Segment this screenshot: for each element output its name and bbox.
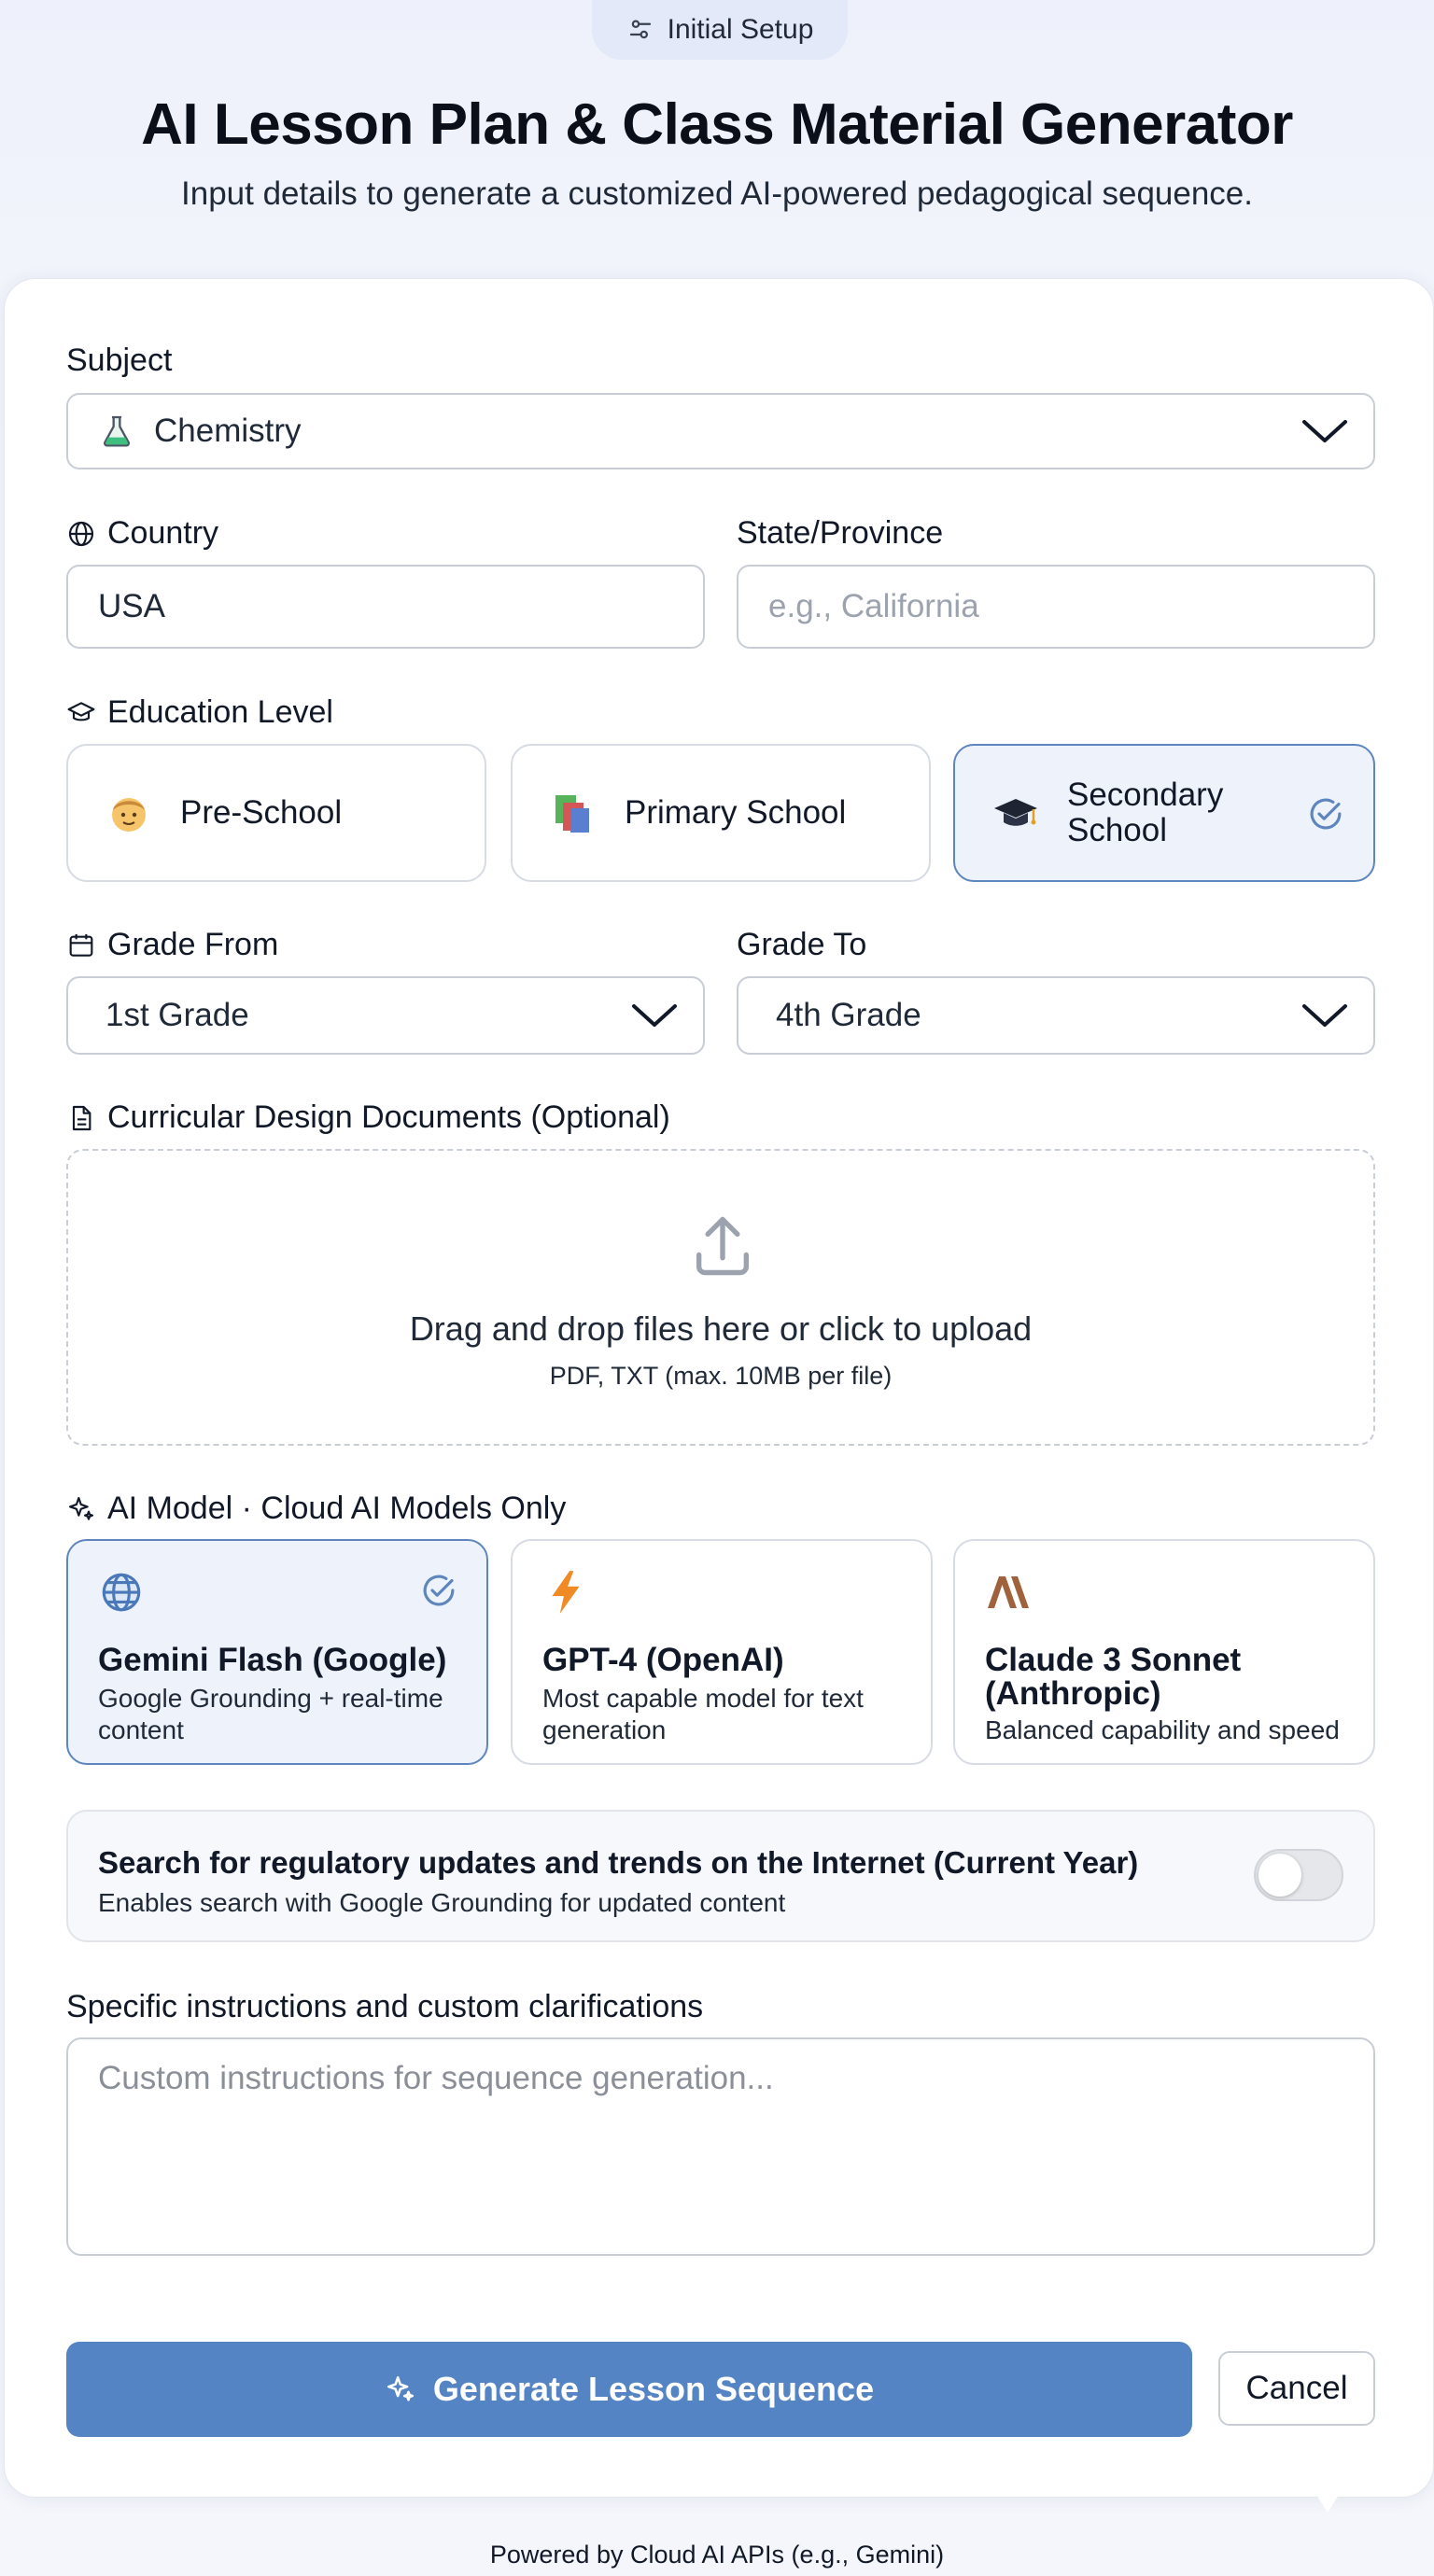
country-label: Country <box>66 515 218 552</box>
state-label: State/Province <box>737 515 944 551</box>
instructions-label: Specific instructions and custom clarifications <box>66 1989 704 2024</box>
internet-search-subtitle: Enables search with Google Grounding for updated content <box>98 1888 786 1917</box>
step-label: Initial Setup <box>667 14 814 45</box>
books-icon <box>550 790 597 836</box>
lightning-icon <box>542 1569 589 1616</box>
globe-icon <box>66 519 96 549</box>
instructions-textarea[interactable] <box>66 2037 1375 2256</box>
model-name: Gemini Flash (Google) <box>98 1642 447 1678</box>
education-level-label: Education Level <box>66 694 333 731</box>
file-dropzone[interactable] <box>66 1149 1375 1446</box>
education-option-primary-school[interactable]: Primary School <box>511 744 931 882</box>
toggle-knob <box>1258 1854 1301 1897</box>
model-option-claude[interactable] <box>953 1539 1375 1765</box>
document-icon <box>66 1103 96 1133</box>
grade-to-select[interactable] <box>737 976 1375 1055</box>
model-description: Most capable model for text generation <box>542 1684 864 1744</box>
chevron-down-icon <box>1300 1001 1349 1029</box>
country-input[interactable] <box>66 565 705 649</box>
state-input[interactable] <box>737 565 1375 649</box>
model-name: GPT-4 (OpenAI) <box>542 1642 784 1678</box>
internet-search-title: Search for regulatory updates and trends on the Internet (Current Year) <box>98 1845 1139 1880</box>
graduation-cap-icon <box>66 698 96 728</box>
sparkle-icon <box>385 2373 416 2405</box>
chevron-down-icon <box>1300 417 1349 445</box>
chevron-down-icon <box>630 1001 679 1029</box>
anthropic-logo-icon <box>985 1569 1032 1616</box>
subject-label: Subject <box>66 343 173 378</box>
education-option-pre-school[interactable]: Pre-School <box>66 744 486 882</box>
model-description: Balanced capability and speed <box>985 1715 1340 1744</box>
grade-from-label: Grade From <box>66 927 278 963</box>
sparkle-icon <box>66 1494 96 1524</box>
documents-label: Curricular Design Documents (Optional) <box>66 1099 670 1136</box>
education-option-secondary-school[interactable]: Secondary School <box>953 744 1375 882</box>
calendar-icon <box>66 931 96 960</box>
dropzone-text: Drag and drop files here or click to upload <box>409 1309 1033 1348</box>
subject-select[interactable] <box>66 393 1375 469</box>
model-option-gpt4[interactable] <box>511 1539 933 1765</box>
model-description: Google Grounding + real-time content <box>98 1684 443 1744</box>
subject-value: Chemistry <box>154 413 302 449</box>
internet-search-setting <box>66 1810 1375 1942</box>
grade-from-value: 1st Grade <box>105 997 249 1033</box>
grade-from-select[interactable] <box>66 976 705 1055</box>
generate-button[interactable] <box>66 2342 1192 2437</box>
globe-icon <box>98 1569 145 1616</box>
internet-search-toggle[interactable] <box>1254 1849 1343 1901</box>
form-card <box>4 278 1434 2498</box>
card-pointer <box>1314 2492 1341 2513</box>
grade-to-value: 4th Grade <box>776 997 921 1033</box>
dropzone-hint: PDF, TXT (max. 10MB per file) <box>549 1362 893 1390</box>
check-circle-icon <box>419 1571 458 1610</box>
model-name: Claude 3 Sonnet (Anthropic) <box>985 1642 1242 1712</box>
cancel-button[interactable]: Cancel <box>1218 2351 1375 2426</box>
model-option-gemini[interactable] <box>66 1539 488 1765</box>
flask-icon <box>98 413 135 450</box>
child-face-icon <box>105 790 152 836</box>
page-title: AI Lesson Plan & Class Material Generator <box>141 92 1293 157</box>
grade-to-label: Grade To <box>737 927 867 962</box>
graduation-cap-icon <box>992 790 1039 836</box>
check-circle-icon <box>1306 794 1345 833</box>
generate-button-label: Generate Lesson Sequence <box>432 2370 875 2408</box>
footer-text: Powered by Cloud AI APIs (e.g., Gemini) <box>489 2541 945 2569</box>
page-subtitle: Input details to generate a customized AI-powered pedagogical sequence. <box>181 175 1253 212</box>
ai-model-label: AI Model · Cloud AI Models Only <box>66 1491 566 1527</box>
upload-icon <box>687 1211 758 1281</box>
